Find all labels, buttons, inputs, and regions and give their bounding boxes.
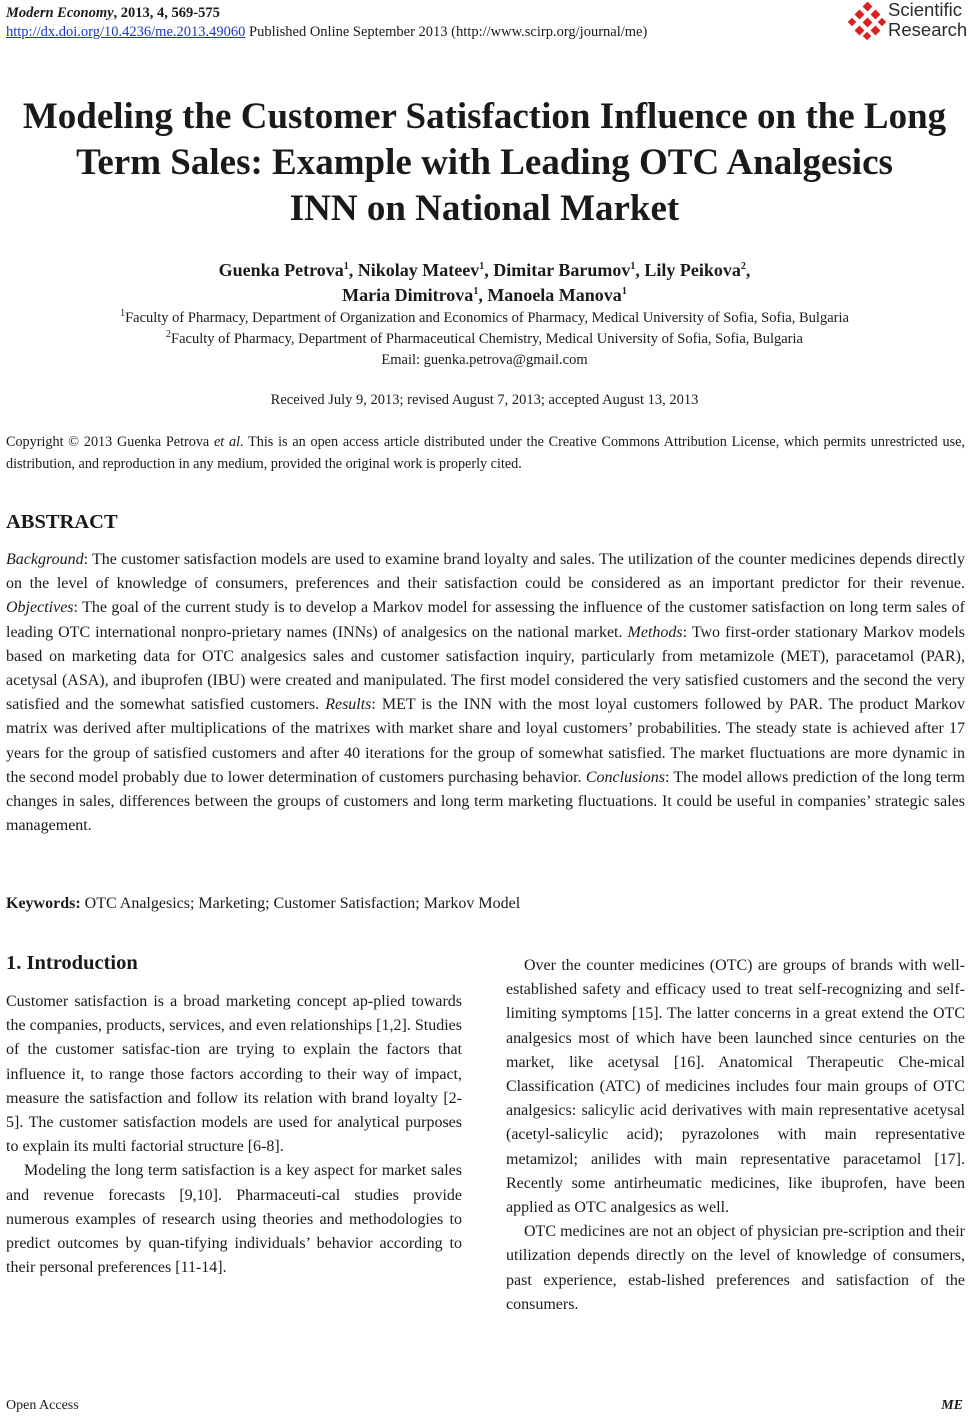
- author-list: [0, 258, 969, 308]
- copyright-text: Copyright © 2013 Guenka Petrova: [6, 434, 214, 450]
- abstract-results-text: : MET is the INN with the most loyal customers followed by PAR. The product Markov matrix was derived after multiplications of the matrixes with market share and loyal customers’ probabilities. The steady state is achieved after 17 years for the group of satisfied customers and after 40 iterations for the group of somewhat satisfied. The market fluctuations are more dynamic in the second model probably due to lower determination of customers purchasing behavior.: [6, 696, 965, 786]
- author-name: , Manoela Manova: [478, 285, 622, 305]
- affiliations: [0, 308, 969, 371]
- copyright-notice: [6, 431, 965, 475]
- author-separator: ,: [745, 260, 751, 280]
- title-line-2: Term Sales: Example with Leading OTC Analgesics: [76, 142, 893, 183]
- affiliation-sup: 2: [166, 329, 172, 341]
- author-affil-sup: 1: [621, 286, 627, 297]
- intro-paragraph: Customer satisfaction is a broad marketing concept ap-plied towards the companies, products, services, and even relationships [1,2]. Studies of the customer satisfac-tion are trying to explain the factors that influence it, to range those factors according to their way of impact, measure the satisfaction and follow its relation with brand loyalty [2-5]. The customer satisfaction models are used for analytical purposes to explain its multi factorial structure [6-8].: [6, 993, 462, 1156]
- abstract-methods-label: Methods: [627, 623, 683, 641]
- author-name: Maria Dimitrova: [342, 285, 474, 305]
- footer-open-access: Open Access: [6, 1398, 79, 1413]
- author-name: , Dimitar Barumov: [484, 260, 631, 280]
- publisher-logo-icon: [848, 2, 886, 40]
- keywords-text: OTC Analgesics; Marketing; Customer Satisfaction; Markov Model: [80, 895, 521, 912]
- journal-citation: [6, 4, 647, 23]
- author-affil-sup: 1: [343, 261, 349, 272]
- abstract-background-label: Background: [6, 551, 84, 568]
- author-name: , Lily Peikova: [635, 260, 741, 280]
- logo-line-1: Scientific: [888, 0, 963, 20]
- affiliation-text: Faculty of Pharmacy, Department of Organization and Economics of Pharmacy, Medical University of Sofia, Sofia, Bulgaria: [125, 310, 849, 326]
- logo-text: [888, 0, 967, 40]
- author-name: , Nikolay Mateev: [348, 260, 480, 280]
- published-online-text: Published Online September 2013 (http://www.scirp.org/journal/me): [245, 24, 648, 40]
- abstract-results-label: Results: [325, 696, 372, 714]
- author-email: Email: guenka.petrova@gmail.com: [381, 352, 588, 368]
- abstract-heading: ABSTRACT: [6, 511, 118, 533]
- author-name: Guenka Petrova: [218, 260, 344, 280]
- left-column: [6, 990, 462, 1280]
- abstract-body: [6, 548, 965, 838]
- abstract-objectives-label: Objectives: [6, 599, 74, 617]
- affiliation-sup: 1: [120, 308, 126, 320]
- affiliation-2: [0, 329, 969, 350]
- affiliation-text: Faculty of Pharmacy, Department of Pharmaceutical Chemistry, Medical University of Sofia, Sofia, Bulgaria: [171, 331, 803, 347]
- abstract-conclusions-text: : The model allows prediction of the long term changes in sales, differences between the groups of customers and long term marketing fluctuations. It could be useful in companies’ strategic sales management.: [6, 768, 965, 835]
- author-affil-sup: 1: [479, 261, 485, 272]
- section-heading-introduction: 1. Introduction: [6, 952, 138, 974]
- publication-line: [6, 23, 647, 42]
- abstract-methods-text: : Two first-order stationary Markov models based on marketing data for OTC analgesics sales and customer satisfaction inquiry, particularly from metamizole (MET), paracetamol (PAR), acetysal (ASA), and ibuprofen (IBU) were created and manipulated. The first model considered the very satisfied customers and the second the very satisfied and the somewhat satisfied customers.: [6, 623, 965, 714]
- scientific-research-logo: [848, 2, 969, 42]
- copyright-license-text: . This is an open access article distributed under the Creative Commons Attribution License, which permits unrestricted use, distribution, and reproduction in any medium, provided the original work is properly cited.: [6, 434, 966, 472]
- author-line-1: [0, 258, 969, 283]
- doi-link[interactable]: http://dx.doi.org/10.4236/me.2013.49060: [6, 24, 246, 40]
- abstract-conclusions-label: Conclusions: [585, 768, 665, 786]
- journal-name: Modern Economy: [6, 5, 114, 21]
- abstract-objectives-text: : The goal of the current study is to develop a Markov model for assessing the influence of the customer satisfaction on long term sales of leading OTC international nonpro-prietary names (INNs) of analgesics on the national market.: [6, 599, 965, 641]
- intro-paragraph: Modeling the long term satisfaction is a key aspect for market sales and revenue forecasts [9,10]. Pharmaceuti-cal studies provide numerous examples of research using theories and methodologies to predict outcomes by quan-tifying individuals’ behavior according to their personal preferences [11-14].: [6, 1162, 462, 1277]
- received-dates: Received July 9, 2013; revised August 7, 2013; accepted August 13, 2013: [270, 392, 699, 408]
- intro-paragraph: Over the counter medicines (OTC) are groups of brands with well-established safety and efficacy used to treat self-recognizing and self-limiting symptoms [15]. The latter concerns in a great extend the OTC analgesics most of which have been launched since centuries on the market, like acetysal [16]. Anatomical Therapeutic Che-mical Classification (ATC) of medicines includes four main groups of OTC analgesics: salicylic acid derivatives with main representative acetysal (acetyl-salicylic acid); pyrazolones with main representative metamizol; anilides with main representative paracetamol [17]. Recently some antirheumatic medicines, like ibuprofen, have been applied as OTC analgesics as well.: [506, 957, 965, 1217]
- abstract-background-text: : The customer satisfaction models are used to examine brand loyalty and sales. The utilization of the counter medicines depends directly on the level of knowledge of consumers, preferences and their satisfaction could be considered as an important predictor for their revenue.: [6, 551, 965, 593]
- journal-volume: , 2013, 4, 569-575: [113, 5, 220, 21]
- abstract-paragraph: [6, 548, 965, 838]
- author-affil-sup: 1: [473, 286, 479, 297]
- affiliation-1: [0, 308, 969, 329]
- author-line-2: [0, 283, 969, 308]
- author-affil-sup: 1: [630, 261, 636, 272]
- title-line-1: Modeling the Customer Satisfaction Influence on the Long: [22, 96, 947, 137]
- keywords-label: Keywords:: [6, 895, 81, 912]
- intro-paragraph: OTC medicines are not an object of physician pre-scription and their utilization depends directly on the level of knowledge of consumers, past experience, estab-lished preferences and satisfaction of the consumers.: [506, 1223, 965, 1313]
- paper-title: [0, 94, 969, 232]
- title-line-3: INN on National Market: [289, 188, 680, 229]
- right-column: [506, 954, 965, 1317]
- footer-journal-abbrev: ME: [941, 1398, 963, 1413]
- logo-line-2: Research: [888, 19, 968, 40]
- author-affil-sup: 2: [740, 261, 746, 272]
- copyright-etal: et al: [214, 434, 241, 450]
- keywords: [6, 895, 520, 913]
- journal-header: [6, 4, 647, 42]
